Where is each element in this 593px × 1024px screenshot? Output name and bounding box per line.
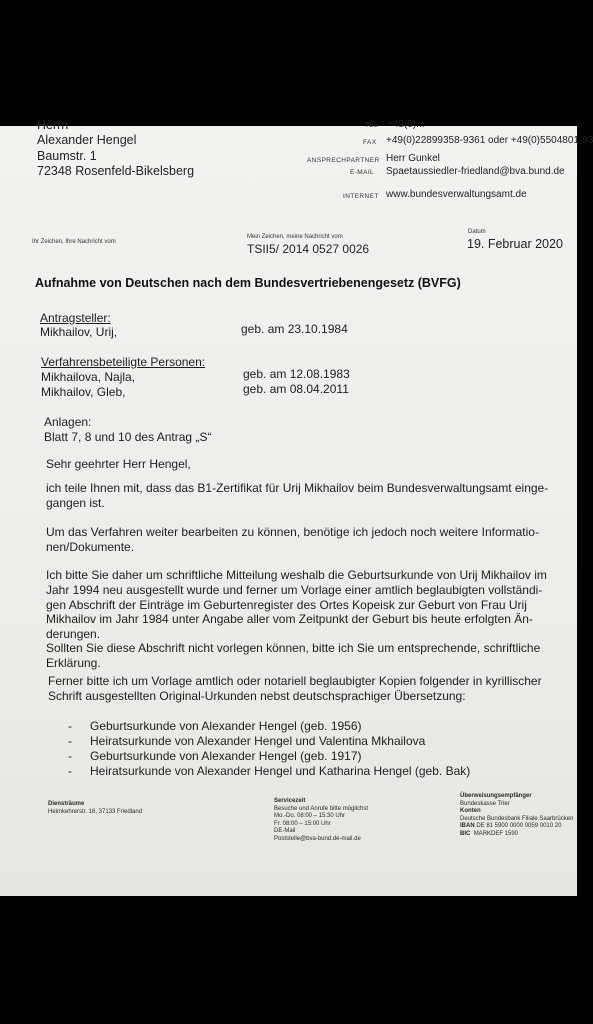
letter-page	[0, 118, 593, 896]
bullet-dash: -	[68, 764, 72, 778]
paragraph-2-line-1: Um das Verfahren weiter bearbeiten zu können, benötige ich jedoch noch weitere Informatio-	[46, 525, 539, 539]
date-label: Datum	[468, 229, 486, 235]
fax-value: +49(0)22899358-9361 oder +49(0)5504801-93	[386, 135, 593, 146]
paragraph-3-line-5: derungen.	[46, 627, 101, 641]
footer-service-line-1: Besuche und Anrufe bitte möglichst	[274, 805, 369, 812]
recipient-name: Alexander Hengel	[37, 133, 137, 147]
paragraph-4-line-2: Erklärung.	[46, 656, 101, 670]
footer-office-heading: Diensträume	[48, 801, 85, 807]
footer-service-line-3: Fr. 08:00 – 15:00 Uhr	[274, 820, 331, 827]
footer-office-address: Heimkehrerstr. 16, 37133 Friedland	[48, 808, 143, 815]
footer-service	[274, 798, 368, 843]
footer-transfer	[460, 793, 573, 838]
recipient-city: 72348 Rosenfeld-Bikelsberg	[37, 164, 195, 178]
partner-label: ANSPRECHPARTNER	[307, 157, 380, 164]
list-item	[68, 749, 362, 763]
paragraph-2-line-2: nen/Dokumente.	[46, 540, 135, 554]
paragraph-5-line-1: Ferner bitte ich um Vorlage amtlich oder notariell beglaubigter Kopien folgender in kyrillischer	[48, 674, 542, 688]
tel-label: TEL	[365, 122, 379, 129]
applicant-born: geb. am 23.10.1984	[241, 322, 348, 336]
list-item-text: Heiratsurkunde von Alexander Hengel und Valentina Mkhailova	[90, 734, 426, 748]
bullet-dash: -	[68, 749, 72, 763]
list-item	[68, 734, 425, 748]
attachments-heading: Anlagen:	[44, 415, 92, 429]
footer-transfer-heading: Überweisungsempfänger	[460, 793, 532, 799]
footer-iban-label: IBAN	[460, 823, 475, 829]
participant-name-1: Mikhailova, Najla,	[41, 370, 136, 384]
participants-heading: Verfahrensbeteiligte Personen:	[41, 355, 206, 369]
footer-service-line-2: Mo.-Do. 08:00 – 15:30 Uhr	[274, 813, 346, 819]
footer-service-line-4: DE-Mail	[274, 828, 296, 834]
list-item	[68, 764, 470, 778]
paragraph-1-line-2: gangen ist.	[46, 496, 105, 510]
bullet-dash: -	[68, 719, 72, 733]
paragraph-3-line-3: gen Abschrift der Einträge im Geburtenregister des Ortes Kopeisk zur Geburt von Frau Urij	[46, 598, 527, 612]
footer-transfer-line-1: Bundeskasse Trier	[460, 800, 510, 807]
email-label: E-MAIL	[350, 169, 375, 176]
footer-office	[48, 801, 142, 816]
footer-service-line-5: Poststelle@bva-bund.de-mail.de	[274, 835, 361, 842]
fax-label: FAX	[363, 139, 377, 146]
footer-iban-value: DE 81 5900 0000 0059 0010 20	[476, 823, 562, 829]
list-item-text: Geburtsurkunde von Alexander Hengel (geb. 1917)	[90, 749, 362, 763]
partner-value: Herr Gunkel	[386, 153, 440, 164]
bullet-dash: -	[68, 734, 72, 748]
paragraph-3-line-2: Jahr 1994 neu ausgestellt wurde und ferner um Vorlage einer amtlich beglaubigten vollständi-	[46, 583, 543, 597]
footer-konten-heading: Konten	[460, 808, 481, 814]
list-item	[68, 719, 362, 733]
tel-value: +49(0)...	[387, 119, 425, 130]
participant-born-1: geb. am 12.08.1983	[243, 367, 350, 381]
participant-name-2: Mikhailov, Gleb,	[41, 385, 126, 399]
greeting: Sehr geehrter Herr Hengel,	[46, 457, 191, 471]
your-ref-label: Ihr Zeichen, Ihre Nachricht vom	[32, 239, 116, 245]
footer-service-heading: Servicezeit	[274, 798, 306, 804]
footer-bic	[460, 831, 573, 839]
list-item-text: Geburtsurkunde von Alexander Hengel (geb. 1956)	[90, 719, 362, 733]
recipient-street: Baumstr. 1	[37, 149, 97, 163]
paragraph-1-line-1: ich teile Ihnen mit, dass das B1-Zertifikat für Urij Mikhailov beim Bundesverwaltungsamt einge-	[46, 481, 549, 495]
paragraph-4-line-1: Sollten Sie diese Abschrift nicht vorlegen können, bitte ich Sie um entsprechende, schriftliche	[46, 641, 541, 655]
paragraph-3-line-4: Mikhailov im Jahr 1984 unter Angabe aller vom Zeitpunkt der Geburt bis heute erfolgten Än-	[46, 612, 533, 626]
internet-value: www.bundesverwaltungsamt.de	[386, 189, 527, 200]
recipient-salutation: Herrn	[37, 118, 69, 132]
footer-konten-line-1: Deutsche Bundesbank Filiale Saarbrücken	[460, 815, 574, 822]
email-value: Spaetaussiedler-friedland@bva.bund.de	[386, 166, 565, 177]
applicant-name: Mikhailov, Urij,	[40, 325, 118, 339]
footer-bic-label: BIC	[460, 830, 471, 837]
internet-label: INTERNET	[343, 193, 379, 200]
my-ref-value: TSII5/ 2014 0527 0026	[247, 242, 370, 256]
participant-born-2: geb. am 08.04.2011	[243, 382, 349, 396]
subject-line: Aufnahme von Deutschen nach dem Bundesvertriebenengesetz (BVFG)	[35, 276, 461, 290]
applicant-heading: Antragsteller:	[40, 311, 111, 325]
paragraph-3-line-1: Ich bitte Sie daher um schriftliche Mitteilung weshalb die Geburtsurkunde von Urij Mikhailov im	[46, 568, 547, 582]
date-value: 19. Februar 2020	[467, 237, 563, 251]
list-item-text: Heiratsurkunde von Alexander Hengel und Katharina Hengel (geb. Bak)	[90, 764, 471, 778]
footer-bic-value: MARKDEF 1590	[473, 830, 519, 837]
attachments-text: Blatt 7, 8 und 10 des Antrag „S“	[44, 430, 212, 444]
footer-iban	[460, 823, 573, 831]
my-ref-label: Mein Zeichen, meine Nachricht vom	[247, 234, 343, 240]
paragraph-5-line-2: Schrift ausgestellten Original-Urkunden nebst deutschsprachiger Übersetzung:	[48, 689, 466, 703]
